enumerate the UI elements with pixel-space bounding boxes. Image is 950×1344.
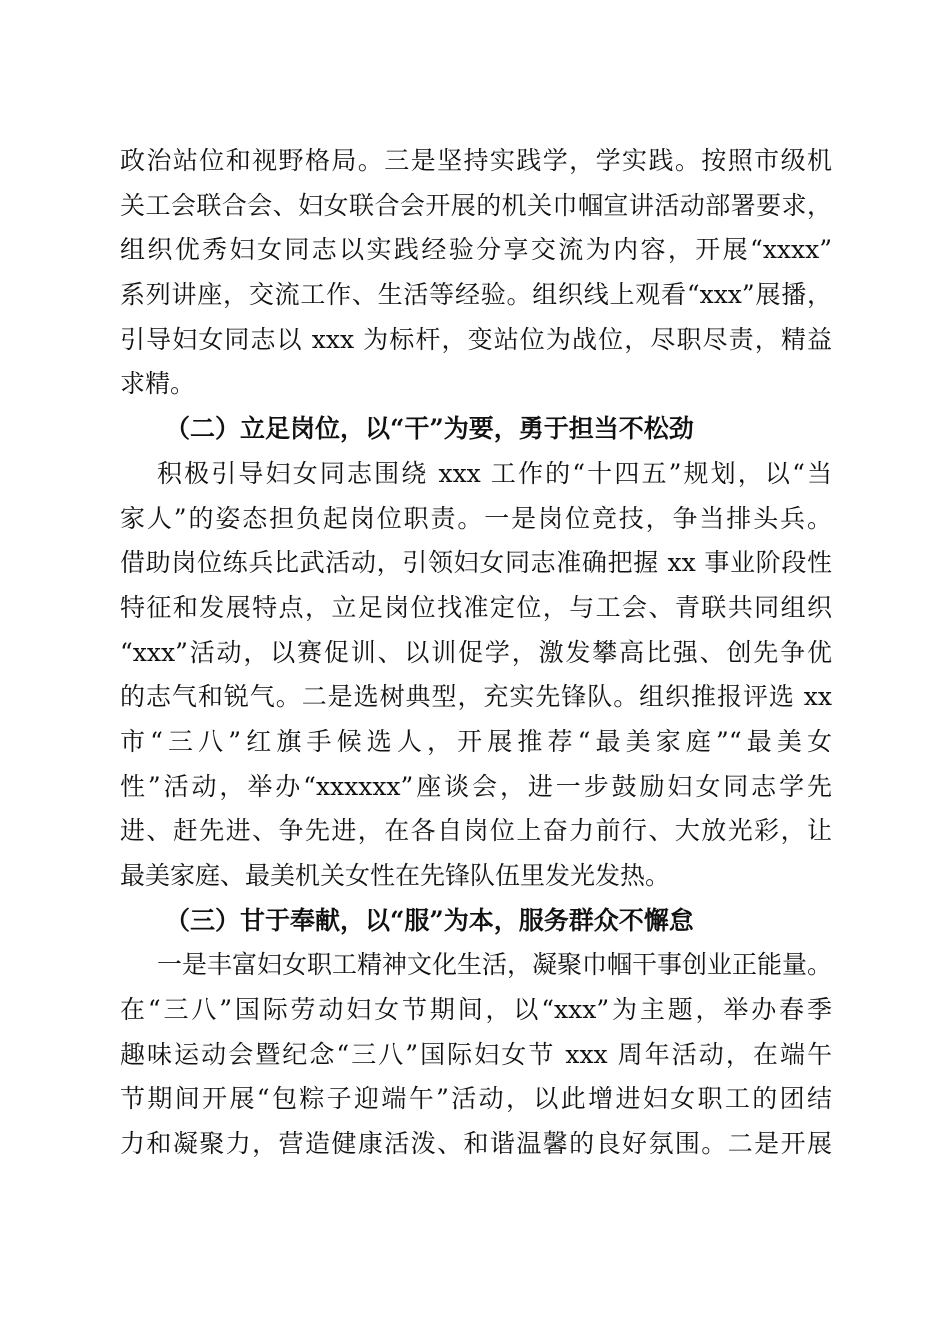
document-body <box>120 139 832 1167</box>
paragraph-line: 趣味运动会暨纪念“三八”国际妇女节 xxx 周年活动，在端午 <box>120 1039 832 1069</box>
paragraph-line: 节期间开展“包粽子迎端午”活动，以此增进妇女职工的团结 <box>120 1084 832 1114</box>
section-heading-3: （三）甘于奉献，以“服”为本，服务群众不懈怠 <box>165 905 694 935</box>
paragraph-line: 特征和发展特点，立足岗位找准定位，与工会、青联共同组织 <box>120 592 832 622</box>
paragraph-line: 的志气和锐气。二是选树典型，充实先锋队。组织推报评选 xx <box>120 682 832 712</box>
paragraph-line: 求精。 <box>120 369 196 399</box>
paragraph-line: 力和凝聚力，营造健康活泼、和谐温馨的良好氛围。二是开展 <box>120 1129 832 1159</box>
paragraph-line: 关工会联合会、妇女联合会开展的机关巾帼宣讲活动部署要求， <box>120 190 832 220</box>
paragraph-line: 政治站位和视野格局。三是坚持实践学，学实践。按照市级机 <box>120 146 832 175</box>
paragraph-line: 市“三八”红旗手候选人，开展推荐“最美家庭”“最美女 <box>120 726 832 756</box>
paragraph-line: 借助岗位练兵比武活动，引领妇女同志准确把握 xx 事业阶段性 <box>120 548 832 578</box>
paragraph-line: 最美家庭、最美机关女性在先锋队伍里发光发热。 <box>120 861 671 890</box>
paragraph-line: 家人”的姿态担负起岗位职责。一是岗位竞技，争当排头兵。 <box>120 503 832 533</box>
paragraph-line: 性”活动，举办“xxxxxx”座谈会，进一步鼓励妇女同志学先 <box>120 771 832 801</box>
paragraph-line: 在“三八”国际劳动妇女节期间，以“xxx”为主题，举办春季 <box>120 995 832 1025</box>
paragraph-line: 组织优秀妇女同志以实践经验分享交流为内容，开展“xxxx” <box>120 235 832 265</box>
paragraph-line: 一是丰富妇女职工精神文化生活，凝聚巾帼干事创业正能量。 <box>157 950 833 980</box>
paragraph-line: 系列讲座，交流工作、生活等经验。组织线上观看“xxx”展播， <box>120 280 832 310</box>
section-heading-2: （二）立足岗位，以“干”为要，勇于担当不松劲 <box>165 414 694 444</box>
paragraph-line: 进、赶先进、争先进，在各自岗位上奋力前行、大放光彩，让 <box>120 816 832 846</box>
paragraph-line: 引导妇女同志以 xxx 为标杆，变站位为战位，尽职尽责，精益 <box>120 324 832 354</box>
paragraph-line: “xxx”活动，以赛促训、以训促学，激发攀高比强、创先争优 <box>120 637 832 667</box>
paragraph-line: 积极引导妇女同志围绕 xxx 工作的“十四五”规划，以“当 <box>157 458 832 488</box>
